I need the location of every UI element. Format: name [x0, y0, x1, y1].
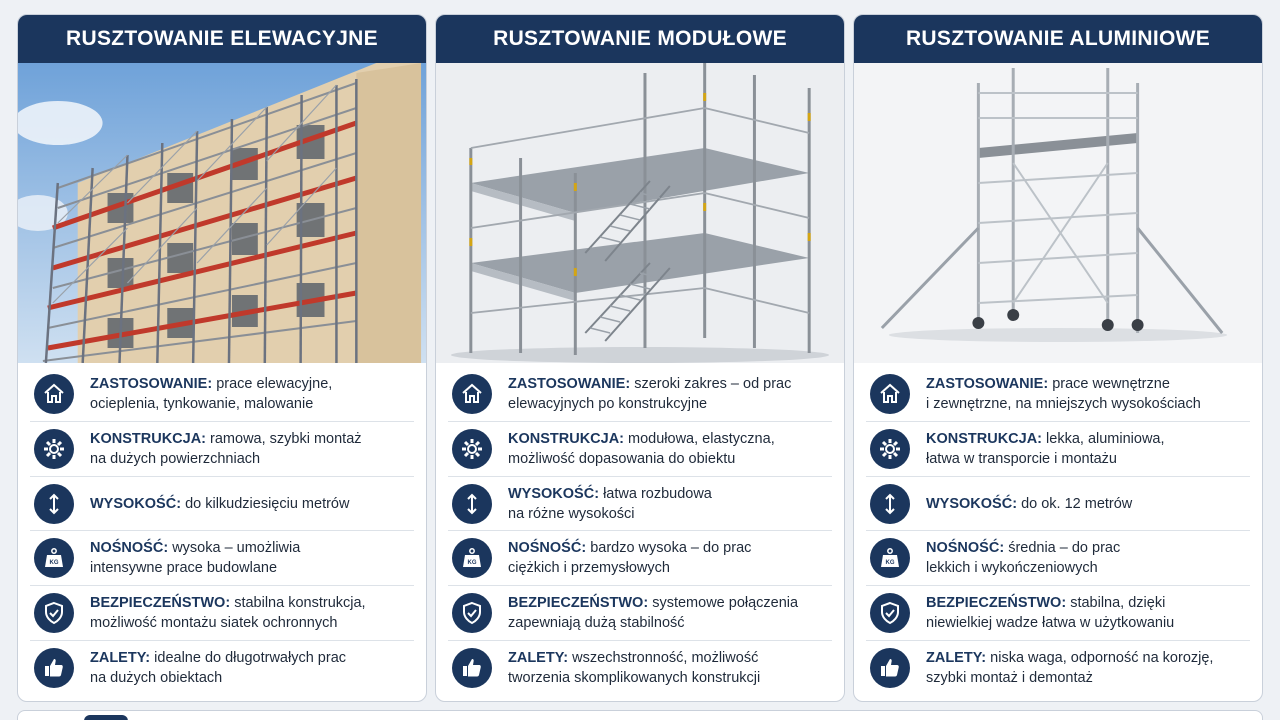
row-konstrukcja: KONSTRUKCJA: ramowa, szybki montaż na dużych powierzchniach — [30, 422, 414, 477]
card-title: RUSZTOWANIE ELEWACYJNE — [18, 15, 426, 63]
gear-icon — [34, 429, 74, 469]
row-zastosowanie: ZASTOSOWANIE: szeroki zakres – od prac elewacyjnych po konstrukcyjne — [448, 367, 832, 422]
svg-text:KG: KG — [885, 560, 895, 567]
gear-icon — [870, 429, 910, 469]
weight-kg-icon — [452, 538, 492, 578]
thumbs-up-icon — [452, 648, 492, 688]
row-zalety: ZALETY: niska waga, odporność na korozję, szybki montaż i demontaż — [866, 641, 1250, 695]
row-bezpieczenstwo: BEZPIECZEŃSTWO: stabilna konstrukcja, możliwość montażu siatek ochronnych — [30, 586, 414, 641]
row-bezpieczenstwo: BEZPIECZEŃSTWO: stabilna, dzięki niewielkiej wadze łatwa w użytkowaniu — [866, 586, 1250, 641]
feature-list — [854, 363, 1262, 701]
row-zalety: ZALETY: idealne do długotrwałych prac na dużych obiektach — [30, 641, 414, 695]
aluminium-tower-photo — [854, 63, 1262, 363]
feature-list — [436, 363, 844, 701]
row-konstrukcja: KONSTRUKCJA: lekka, aluminiowa, łatwa w transporcie i montażu — [866, 422, 1250, 477]
height-arrow-icon — [34, 484, 74, 524]
card-aluminiowe — [853, 14, 1263, 702]
height-arrow-icon — [870, 484, 910, 524]
feature-list — [18, 363, 426, 701]
row-zastosowanie: ZASTOSOWANIE: prace wewnętrzne i zewnętrzne, na mniejszych wysokościach — [866, 367, 1250, 422]
card-modulowe — [435, 14, 845, 702]
shield-icon — [34, 593, 74, 633]
home-icon — [870, 374, 910, 414]
card-elewacyjne — [17, 14, 427, 702]
row-zalety: ZALETY: wszechstronność, możliwość tworzenia skomplikowanych konstrukcji — [448, 641, 832, 695]
svg-text:KG: KG — [49, 560, 59, 567]
thumbs-up-icon — [870, 648, 910, 688]
row-nosnosc: KG NOŚNOŚĆ: średnia – do prac lekkich i wykończeniowych — [866, 531, 1250, 586]
bottom-panel — [17, 710, 1263, 720]
weight-kg-icon — [34, 538, 74, 578]
row-wysokosc: WYSOKOŚĆ: do kilkudziesięciu metrów — [30, 477, 414, 532]
row-wysokosc: WYSOKOŚĆ: do ok. 12 metrów — [866, 477, 1250, 532]
home-icon — [34, 374, 74, 414]
row-nosnosc: KG NOŚNOŚĆ: wysoka – umożliwia intensywne prace budowlane — [30, 531, 414, 586]
row-bezpieczenstwo: BEZPIECZEŃSTWO: systemowe połączenia zapewniają dużą stabilność — [448, 586, 832, 641]
card-title: RUSZTOWANIE MODUŁOWE — [436, 15, 844, 63]
thumbs-up-icon — [34, 648, 74, 688]
facade-scaffolding-photo — [18, 63, 426, 363]
bottom-chip — [84, 715, 128, 720]
gear-icon — [452, 429, 492, 469]
shield-icon — [870, 593, 910, 633]
svg-text:KG: KG — [467, 560, 477, 567]
row-nosnosc: KG NOŚNOŚĆ: bardzo wysoka – do prac ciężkich i przemysłowych — [448, 531, 832, 586]
shield-icon — [452, 593, 492, 633]
height-arrow-icon — [452, 484, 492, 524]
modular-scaffolding-photo — [436, 63, 844, 363]
row-konstrukcja: KONSTRUKCJA: modułowa, elastyczna, możliwość dopasowania do obiektu — [448, 422, 832, 477]
weight-kg-icon — [870, 538, 910, 578]
home-icon — [452, 374, 492, 414]
row-zastosowanie: ZASTOSOWANIE: prace elewacyjne, ocieplenia, tynkowanie, malowanie — [30, 367, 414, 422]
card-title: RUSZTOWANIE ALUMINIOWE — [854, 15, 1262, 63]
row-wysokosc: WYSOKOŚĆ: łatwa rozbudowa na różne wysokości — [448, 477, 832, 532]
